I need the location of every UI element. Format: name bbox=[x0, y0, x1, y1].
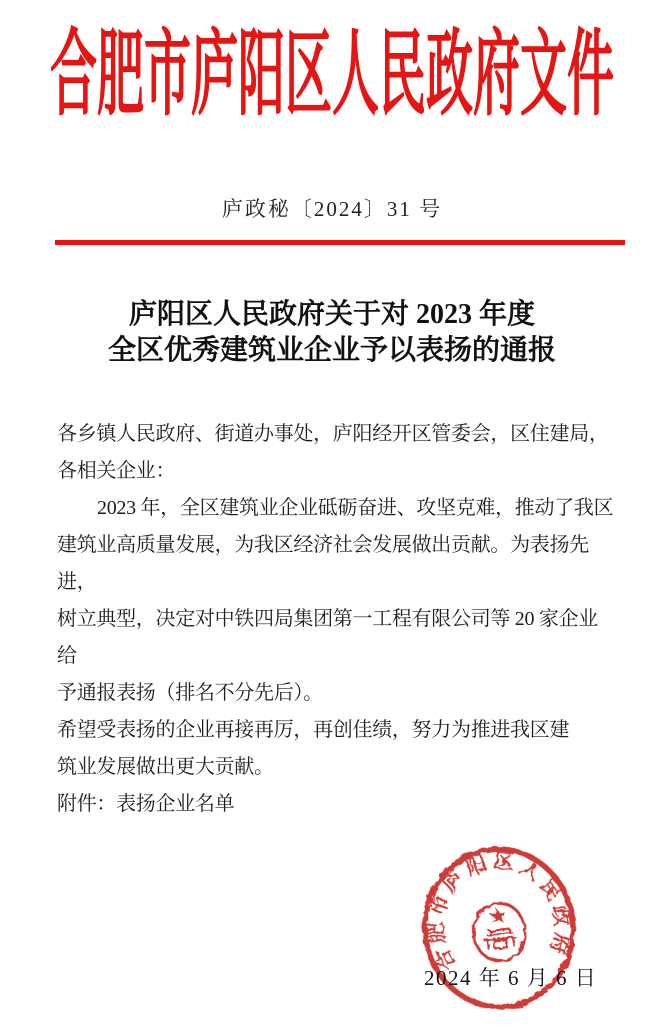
document-body bbox=[57, 416, 614, 823]
letterhead bbox=[0, 24, 664, 132]
red-divider bbox=[55, 240, 625, 245]
attachment-note: 附件：表扬企业名单 bbox=[57, 793, 235, 815]
svg-text:合肥市庐阳区人民政府 bbox=[420, 842, 578, 975]
document-title: 庐阳区人民政府关于对 2023 年度 全区优秀建筑业企业予以表扬的通报 bbox=[107, 299, 556, 366]
issue-date: 2024 年 6 月 6 日 bbox=[424, 966, 598, 990]
letterhead-title: 合肥市庐阳区人民政府文件 bbox=[50, 24, 614, 128]
paragraph-2: 希望受表扬的企业再接再厉，再创佳绩，努力为推进我区建 筑业发展做出更大贡献。 bbox=[57, 719, 570, 778]
seal-text: 合肥市庐阳区人民政府 bbox=[423, 848, 575, 975]
national-emblem-icon bbox=[471, 900, 529, 963]
paragraph-1: 2023 年，全区建筑业企业砥砺奋进、攻坚克难，推动了我区 建筑业高质量发展，为我区经济社会发展做出贡献。为表扬先进， 树立典型，决定对中铁四局集团第一工程有限公司等 20 家企业给 予通报表扬（排名不分先后）。 bbox=[57, 497, 614, 704]
doc-number: 庐政秘〔2024〕31 号 bbox=[221, 197, 443, 221]
salutation: 各乡镇人民政府、街道办事处，庐阳经开区管委会，区住建局， 各相关企业： bbox=[57, 423, 609, 482]
